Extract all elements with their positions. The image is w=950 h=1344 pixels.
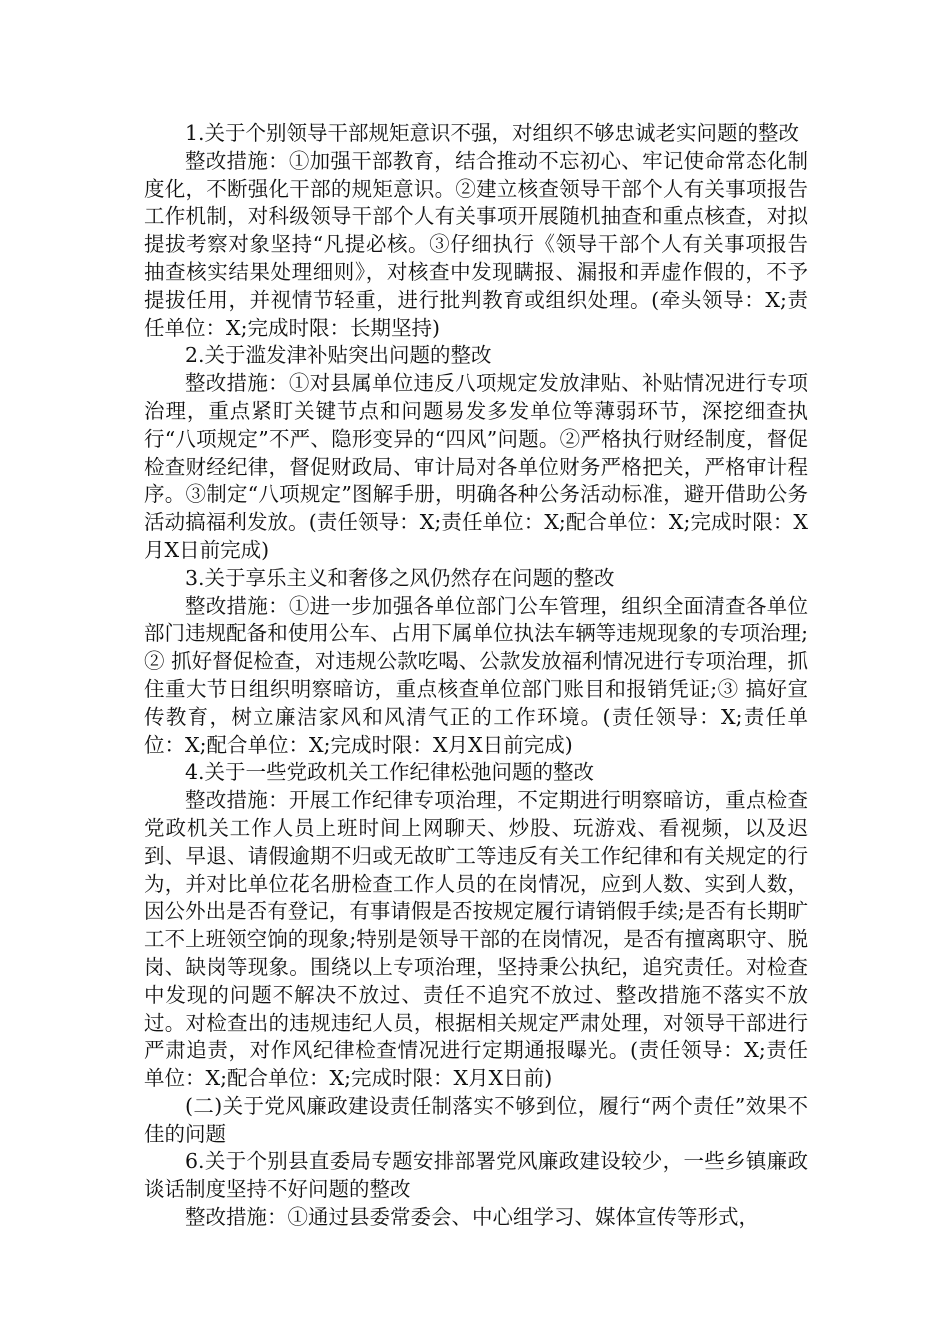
measures-item-4: 整改措施：开展工作纪律专项治理，不定期进行明察暗访，重点检查党政机关工作人员上班时间上网聊天、炒股、玩游戏、看视频，以及迟到、早退、请假逾期不归或无故旷工等违反有关工作纪律和有关规定的行为，并对比单位花名册检查工作人员的在岗情况，应到人数、实到人数，因公外出是否有登记，有事请假是否按规定履行请销假手续;是否有长期旷工不上班领空饷的现象;特别是领导干部的在岗情况，是否有擅离职守、脱岗、缺岗等现象。围绕以上专项治理，坚持秉公执纪，追究责任。对检查中发现的问题不解决不放过、责任不追究不放过、整改措施不落实不放过。对检查出的违规违纪人员，根据相关规定严肃处理，对领导干部进行严肃追责，对作风纪律检查情况进行定期通报曝光。(责任领导：X;责任单位：X;配合单位：X;完成时限：X月X日前) — [144, 788, 808, 1091]
heading-item-2: 2.关于滥发津补贴突出问题的整改 — [185, 343, 492, 368]
section-heading-2: (二)关于党风廉政建设责任制落实不够到位，履行“两个责任”效果不佳的问题 — [144, 1093, 808, 1146]
measures-item-2: 整改措施：①对县属单位违反八项规定发放津贴、补贴情况进行专项治理，重点紧盯关键节点和问题易发多发单位等薄弱环节，深挖细查执行“八项规定”不严、隐形变异的“四风”问题。②严格执行财经制度，督促检查财经纪律，督促财政局、审计局对各单位财务严格把关，严格审计程序。③制定“八项规定”图解手册，明确各种公务活动标准，避开借助公务活动搞福利发放。(责任领导：X;责任单位：X;配合单位：X;完成时限：X月X日前完成) — [144, 371, 808, 562]
heading-item-6: 6.关于个别县直委局专题安排部署党风廉政建设较少，一些乡镇廉政谈话制度坚持不好问题的整改 — [144, 1149, 808, 1202]
measures-item-3: 整改措施：①进一步加强各单位部门公车管理，组织全面清查各单位部门违规配备和使用公车、占用下属单位执法车辆等违规现象的专项治理;② 抓好督促检查，对违规公款吃喝、公款发放福利情况进行专项治理，抓住重大节日组织明察暗访，重点核查单位部门账目和报销凭证;③ 搞好宣传教育，树立廉洁家风和风清气正的工作环境。(责任领导：X;责任单位：X;配合单位：X;完成时限：X月X日前完成) — [144, 593, 808, 757]
document-page — [144, 120, 808, 1232]
heading-item-3: 3.关于享乐主义和奢侈之风仍然存在问题的整改 — [185, 565, 615, 590]
measures-item-1: 整改措施：①加强干部教育，结合推动不忘初心、牢记使命常态化制度化，不断强化干部的规矩意识。②建立核查领导干部个人有关事项报告工作机制，对科级领导干部个人有关事项开展随机抽查和重点核查，对拟提拔考察对象坚持“凡提必核。③仔细执行《领导干部个人有关事项报告抽查核实结果处理细则》，对核查中发现瞒报、漏报和弄虚作假的，不予提拔任用，并视情节轻重，进行批判教育或组织处理。(牵头领导：X;责任单位：X;完成时限：长期坚持) — [144, 148, 808, 340]
measures-item-6: 整改措施：①通过县委常委会、中心组学习、媒体宣传等形式， — [185, 1205, 759, 1230]
heading-item-4: 4.关于一些党政机关工作纪律松弛问题的整改 — [185, 760, 595, 785]
heading-item-1: 1.关于个别领导干部规矩意识不强，对组织不够忠诚老实问题的整改 — [185, 121, 800, 145]
